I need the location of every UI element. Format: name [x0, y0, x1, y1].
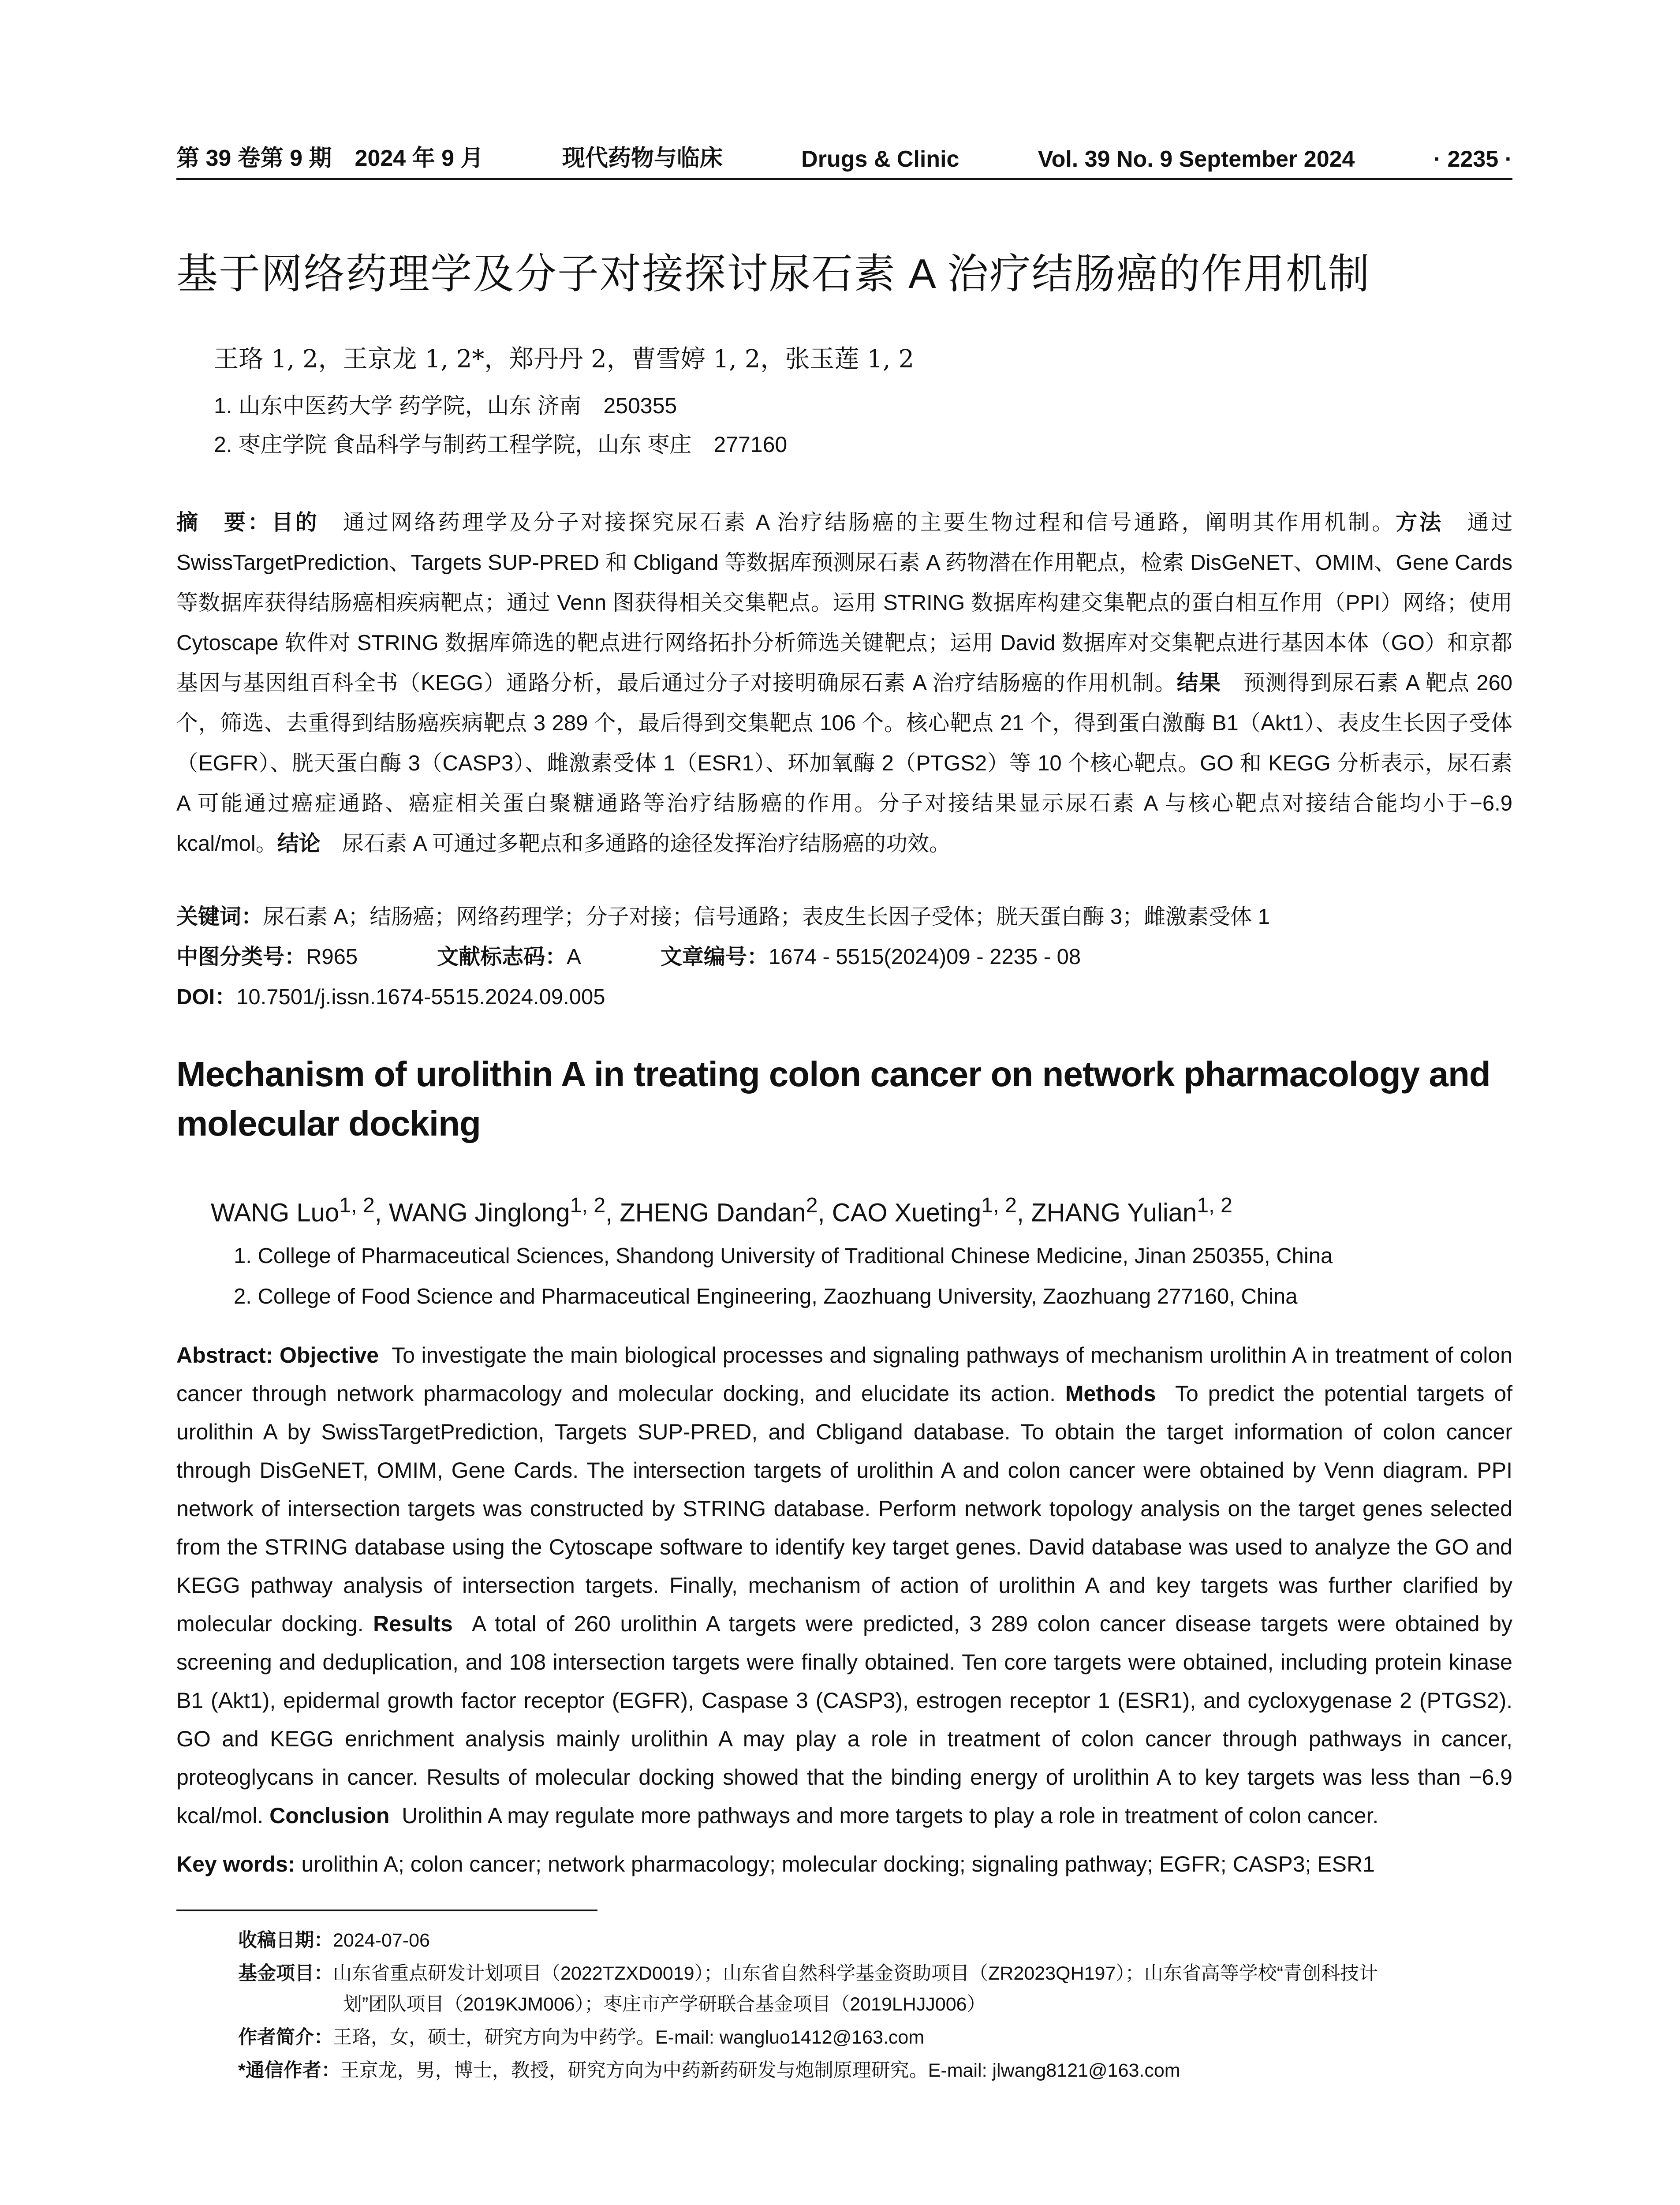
doi-label: DOI：: [176, 985, 237, 1009]
cn-title: 基于网络药理学及分子对接探讨尿石素 A 治疗结肠癌的作用机制: [176, 250, 1370, 297]
cn-results-label: 结果: [1176, 671, 1221, 695]
en-author-affil: 1, 2: [339, 1193, 375, 1217]
running-header: [176, 142, 1512, 180]
cn-conclusion-label: 结论: [277, 832, 321, 856]
en-author-name: WANG Jinglong: [389, 1198, 570, 1227]
fund-label: 基金项目：: [238, 1963, 333, 1984]
doccode-label: 文献标志码：: [437, 945, 567, 969]
cn-results-text: 预测得到尿石素 A 靶点 260 个，筛选、去重得到结肠癌疾病靶点 3 289 个，最后得到交集靶点 106 个。核心靶点 21 个，得到蛋白激酶 B1（Akt1）、表皮生长因子受体（EGFR）、胱天蛋白酶 3（CASP3）、雌激素受体 1（ESR1）、环加氧酶 2（PTGS2）等 10 个核心靶点。GO 和 KEGG 分析表示，尿石素 A 可能通过癌症通路、癌症相关蛋白聚糖通路等治疗结肠癌的作用。分子对接结果显示尿石素 A 与核心靶点对接结合能均小于−6.9 kcal/mol。: [176, 671, 1512, 856]
fund-text-1: 山东省重点研发计划项目（2022TZXD0019）；山东省自然科学基金资助项目（ZR2023QH197）；山东省高等学校“青创科技计: [333, 1963, 1378, 1984]
cn-affiliation-1: 1. 山东中医药大学 药学院，山东 济南 250355: [214, 393, 677, 418]
en-author-name: CAO Xueting: [832, 1198, 982, 1227]
received-label: 收稿日期：: [238, 1930, 333, 1951]
doccode-value: A: [567, 945, 581, 969]
footnote-divider: [176, 1910, 597, 1911]
en-affiliation-2: 2. College of Food Science and Pharmaceutical Engineering, Zaozhuang University, Zaozhuang 277160, China: [234, 1285, 1298, 1308]
footnote-fund-continued: 划”团队项目（2019KJM006）；枣庄市产学研联合基金项目（2019LHJJ006）: [343, 1994, 986, 2015]
cn-methods-text: 通过 SwissTargetPrediction、Targets SUP-PRED 和 Cbligand 等数据库预测尿石素 A 药物潜在作用靶点，检索 DisGeNET、OMIM、Gene Cards 等数据库获得结肠癌相疾病靶点；通过 Venn 图获得相关交集靶点。运用 STRING 数据库构建交集靶点的蛋白相互作用（PPI）网络；使用 Cytoscape 软件对 STRING 数据库筛选的靶点进行网络拓扑分析筛选关键靶点；运用 David 数据库对交集靶点进行基因本体（GO）和京都基因与基因组百科全书（KEGG）通路分析，最后通过分子对接明确尿石素 A 治疗结肠癌的作用机制。: [176, 511, 1512, 695]
footnote-corresponding: [238, 2055, 1180, 2086]
cn-authors: 王珞 1, 2，王京龙 1, 2*，郑丹丹 2，曹雪婷 1, 2，张玉莲 1, 2: [214, 345, 915, 374]
doi-value[interactable]: 10.7501/j.issn.1674-5515.2024.09.005: [236, 985, 605, 1009]
cn-classification: [176, 940, 1081, 971]
en-author-affil: 1, 2: [1197, 1193, 1232, 1217]
en-author-affil: 1, 2: [570, 1193, 606, 1217]
en-author-affil: 2: [806, 1193, 818, 1217]
header-volume-cn: 第 39 卷第 9 期 2024 年 9 月: [176, 146, 484, 171]
en-results-label: Results: [373, 1611, 453, 1636]
header-journal-en: Drugs & Clinic: [801, 146, 959, 172]
received-date: 2024-07-06: [333, 1930, 430, 1951]
cn-keywords-text: 尿石素 A；结肠癌；网络药理学；分子对接；信号通路；表皮生长因子受体；胱天蛋白酶 3；雌激素受体 1: [263, 905, 1270, 929]
cn-keywords-label: 关键词：: [176, 905, 263, 929]
cn-objective-text: 通过网络药理学及分子对接探究尿石素 A 治疗结肠癌的主要生物过程和信号通路，阐明其作用机制。: [319, 511, 1396, 534]
cn-objective-label: 目的: [271, 511, 319, 534]
corresponding-text: 王京龙，男，博士，教授，研究方向为中药新药研发与炮制原理研究。E-mail: jlwang8121@163.com: [340, 2060, 1180, 2081]
en-keywords-label: Key words:: [176, 1852, 295, 1876]
cn-conclusion-text: 尿石素 A 可通过多靶点和多通路的途径发挥治疗结肠癌的功效。: [320, 832, 951, 856]
en-affiliation-1: 1. College of Pharmaceutical Sciences, Shandong University of Traditional Chinese Medicine, Jinan 250355, China: [234, 1244, 1333, 1268]
en-conclusion-text: Urolithin A may regulate more pathways and more targets to play a role in treatment of colon cancer.: [402, 1803, 1379, 1828]
en-keywords: [176, 1851, 1375, 1877]
en-authors: WANG Luo$^{1, 2}$, WANG Jinglong$^{1, 2}$, ZHENG Dandan$^2$, CAO Xueting$^{1, 2}$, ZHANG Yulian$^{1, 2}$: [211, 1193, 1232, 1227]
cn-abstract: [176, 503, 1512, 864]
cn-affiliation-2: 2. 枣庄学院 食品科学与制药工程学院，山东 枣庄 277160: [214, 432, 788, 457]
header-volume-en: Vol. 39 No. 9 September 2024: [1038, 146, 1355, 172]
en-objective-text: To investigate the main biological processes and signaling pathways of mechanism urolithin A in treatment of colon cancer through network pharmacology and molecular docking, and elucidate its action.: [176, 1343, 1512, 1406]
articleno-label: 文章编号：: [660, 945, 769, 969]
header-journal-cn: 现代药物与临床: [562, 145, 723, 172]
doi-line: [176, 980, 605, 1011]
cn-abstract-label: 摘 要：: [176, 511, 272, 534]
en-keywords-text: urolithin A; colon cancer; network pharmacology; molecular docking; signaling pathway; EGFR; CASP3; ESR1: [301, 1852, 1375, 1876]
cn-keywords: [176, 900, 1270, 931]
header-page-number: · 2235 ·: [1433, 146, 1512, 172]
en-author-affil: 1, 2: [981, 1193, 1017, 1217]
corresponding-label: *通信作者：: [238, 2060, 340, 2081]
author-bio-text: 王珞，女，硕士，研究方向为中药学。E-mail: wangluo1412@163.com: [333, 2027, 925, 2048]
en-abstract: [176, 1336, 1512, 1835]
footnote-received: [238, 1925, 430, 1956]
clc-label: 中图分类号：: [176, 945, 306, 969]
en-title: Mechanism of urolithin A in treating colon cancer on network pharmacology and molecular docking: [176, 1054, 1490, 1143]
en-abstract-label: Abstract:: [176, 1343, 273, 1368]
footnote-author: [238, 2022, 924, 2053]
footnote-fund: [238, 1958, 1378, 1989]
en-methods-text: To predict the potential targets of urolithin A by SwissTargetPrediction, Targets SUP-PRED, and Cbligand database. To obtain the target information of colon cancer through DisGeNET, OMIM, Gene Cards. The intersection targets of urolithin A and colon cancer were obtained by Venn diagram. PPI network of intersection targets was constructed by STRING database. Perform network topology analysis on the target genes selected from the STRING database using the Cytoscape software to identify key target genes. David database was used to analyze the GO and KEGG pathway analysis of intersection targets. Finally, mechanism of action of urolithin A and key targets was further clarified by molecular docking.: [176, 1381, 1512, 1636]
cn-methods-label: 方法: [1396, 511, 1444, 534]
en-conclusion-label: Conclusion: [269, 1803, 390, 1828]
en-results-text: A total of 260 urolithin A targets were predicted, 3 289 colon cancer disease targets were obtained by screening and deduplication, and 108 intersection targets were finally obtained. Ten core targets were obtained, including protein kinase B1 (Akt1), epidermal growth factor receptor (EGFR), Caspase 3 (CASP3), estrogen receptor 1 (ESR1), and cycloxygenase 2 (PTGS2). GO and KEGG enrichment analysis mainly urolithin A may play a role in treatment of colon cancer through pathways in cancer, proteoglycans in cancer. Results of molecular docking showed that the binding energy of urolithin A to key targets was less than −6.9 kcal/mol.: [176, 1611, 1512, 1828]
author-bio-label: 作者简介：: [238, 2027, 333, 2048]
en-author-name: ZHANG Yulian: [1031, 1198, 1197, 1227]
clc-value: R965: [306, 945, 358, 969]
en-methods-label: Methods: [1065, 1381, 1156, 1406]
articleno-value: 1674 - 5515(2024)09 - 2235 - 08: [768, 945, 1081, 969]
en-author-name: WANG Luo: [211, 1198, 340, 1227]
en-objective-label: Objective: [280, 1343, 379, 1368]
en-author-name: ZHENG Dandan: [620, 1198, 806, 1227]
